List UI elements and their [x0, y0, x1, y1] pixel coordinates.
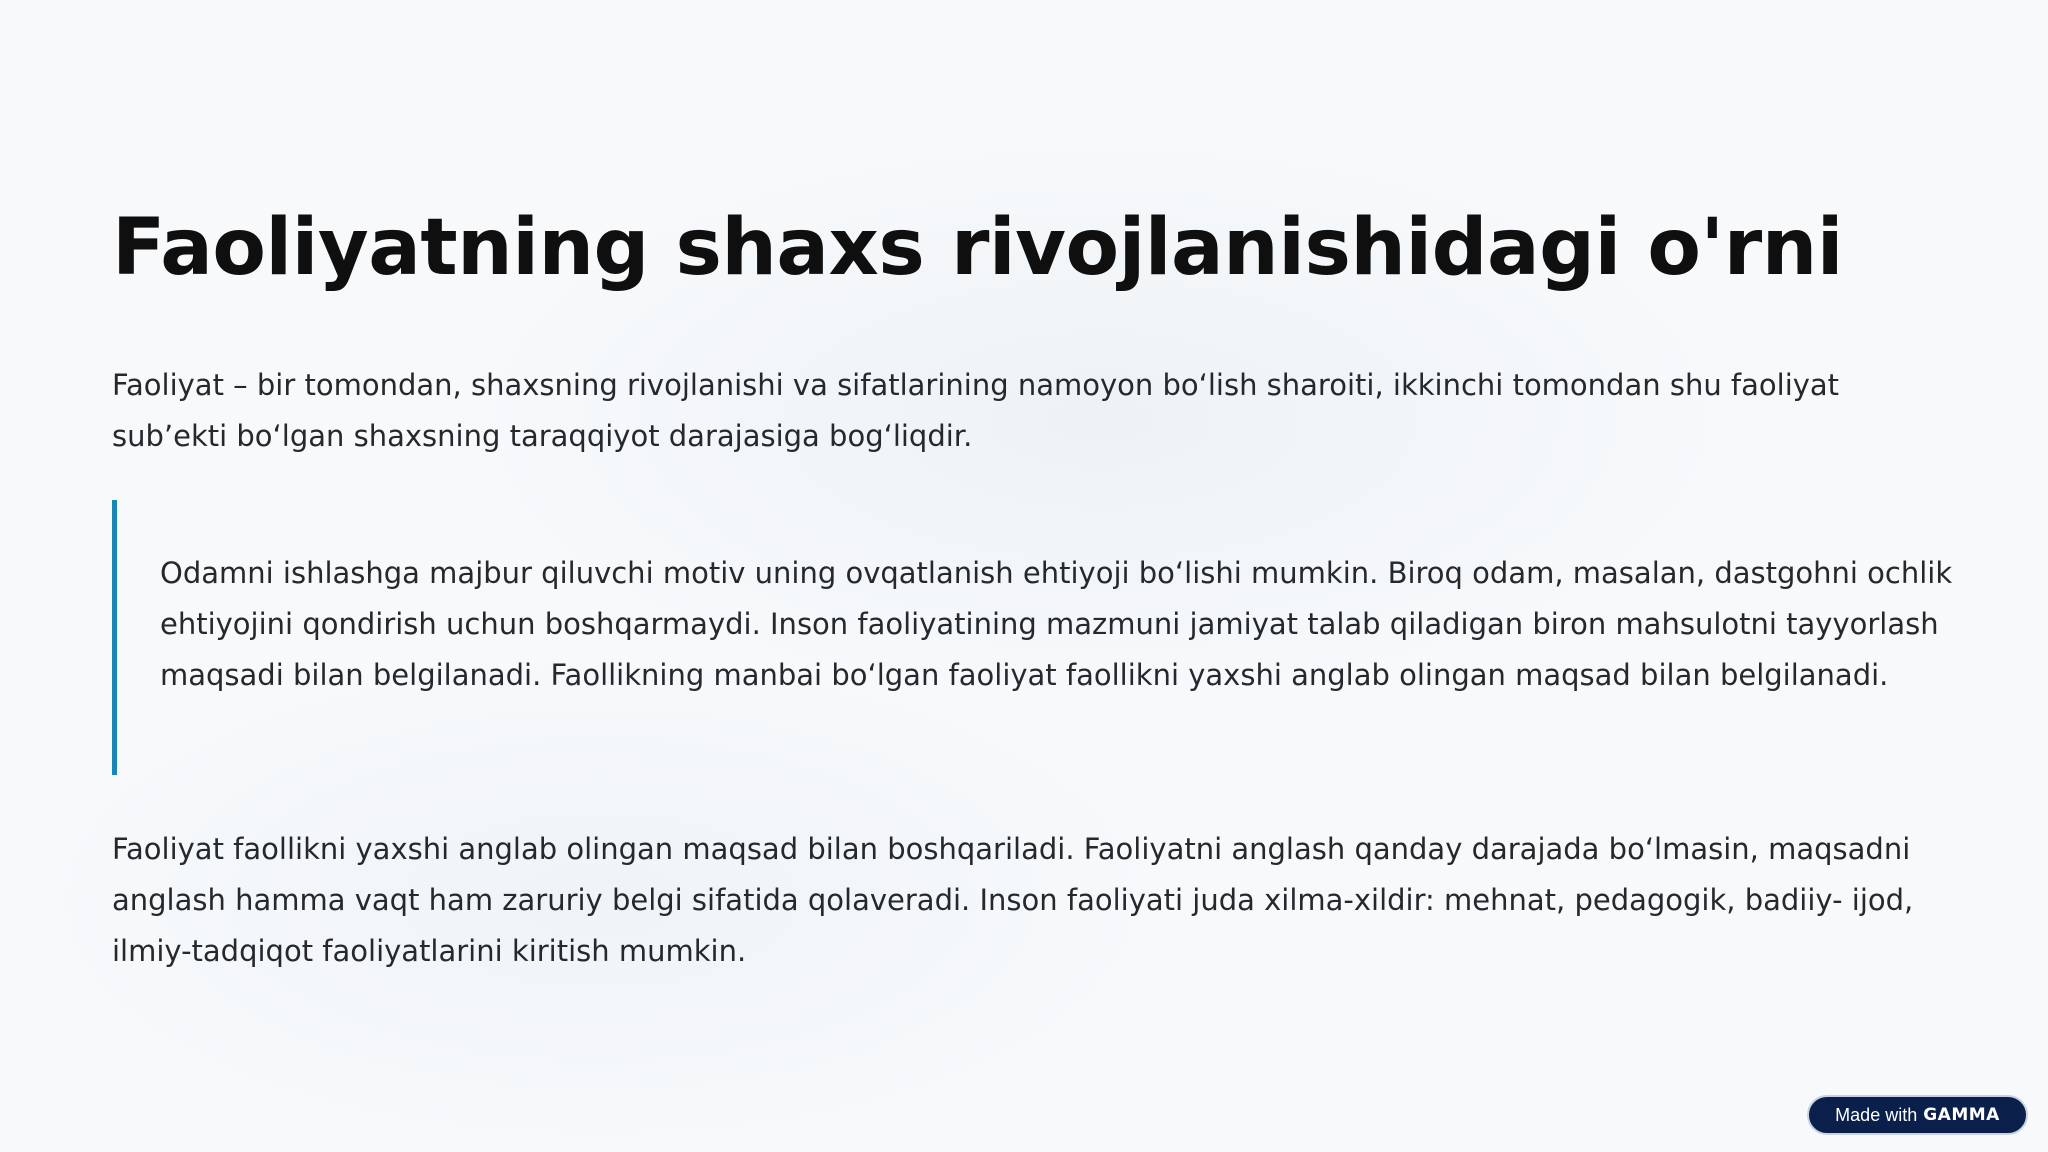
- slide-content: [112, 200, 1953, 977]
- gamma-logo: GAMMA: [1923, 1105, 2000, 1125]
- slide-title: Faoliyatning shaxs rivojlanishidagi o'rni: [112, 203, 1844, 293]
- intro-paragraph: Faoliyat – bir tomondan, shaxsning rivojlanishi va sifatlarining namoyon boʻlish sharoiti, ikkinchi tomondan shu faoliyat subʼekti boʻlgan shaxsning taraqqiyot darajasiga bogʻliqdir.: [112, 368, 1840, 453]
- made-with-gamma-badge[interactable]: [1807, 1095, 2028, 1135]
- closing-paragraph: Faoliyat faollikni yaxshi anglab olingan maqsad bilan boshqariladi. Faoliyatni anglash qanday darajada boʻlmasin, maqsadni anglash hamma vaqt ham zaruriy belgi sifatida qolaveradi. Inson faoliyati juda xilma-xildir: mehnat, pedagogik, badiiy- ijod, ilmiy-tadqiqot faoliyatlarini kiritish mumkin.: [112, 832, 1914, 968]
- badge-prefix: Made with: [1835, 1104, 1918, 1125]
- quote-text: Odamni ishlashga majbur qiluvchi motiv uning ovqatlanish ehtiyoji boʻlishi mumkin. Biroq odam, masalan, dastgohni ochlik ehtiyojini qondirish uchun boshqarmaydi. Inson faoliyatining mazmuni jamiyat talab qiladigan biron mahsulotni tayyorlash maqsadi bilan belgilanadi. Faollikning manbai boʻlgan faoliyat faollikni yaxshi anglab olingan maqsad bilan belgilanadi.: [160, 556, 1953, 692]
- blockquote: [112, 500, 1953, 775]
